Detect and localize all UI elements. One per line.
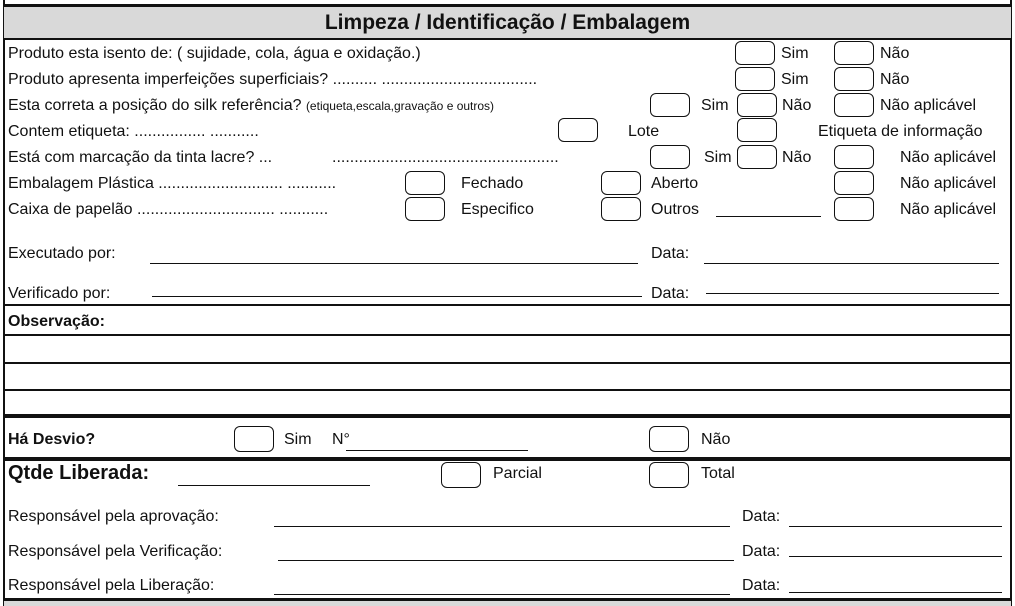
verificado-data-line[interactable] bbox=[706, 293, 999, 294]
row6-aberto-checkbox[interactable] bbox=[601, 171, 641, 195]
qtde-total-checkbox[interactable] bbox=[649, 462, 689, 488]
qtde-parcial-label: Parcial bbox=[493, 465, 542, 482]
row7-na-label: Não aplicável bbox=[900, 201, 997, 218]
resp-verificacao-data-label: Data: bbox=[742, 543, 781, 560]
row2-sim-checkbox[interactable] bbox=[735, 67, 775, 91]
row2-sim-label: Sim bbox=[781, 71, 809, 88]
row3-nao-checkbox[interactable] bbox=[737, 93, 777, 117]
desvio-nao-label: Não bbox=[701, 431, 731, 448]
row5-nao-checkbox[interactable] bbox=[737, 145, 777, 169]
executado-data-label: Data: bbox=[651, 245, 690, 262]
desvio-numero-line[interactable] bbox=[346, 450, 528, 451]
row5-question: Está com marcação da tinta lacre? ... bbox=[8, 149, 273, 166]
desvio-sim-checkbox[interactable] bbox=[234, 426, 274, 452]
row7-question: Caixa de papelão ............................... ........... bbox=[8, 201, 329, 218]
row7-especifico-checkbox[interactable] bbox=[405, 197, 445, 221]
verificado-label: Verificado por: bbox=[8, 285, 111, 302]
row4-lote-label: Lote bbox=[628, 123, 660, 140]
divider bbox=[4, 389, 1011, 391]
row7-outros-label: Outros bbox=[651, 201, 700, 218]
row7-outros-checkbox[interactable] bbox=[601, 197, 641, 221]
row3-na-label: Não aplicável bbox=[880, 97, 977, 114]
resp-aprovacao-label: Responsável pela aprovação: bbox=[8, 508, 219, 525]
resp-aprovacao-data-line[interactable] bbox=[789, 526, 1002, 527]
divider-thick bbox=[4, 457, 1011, 461]
row2-question: Produto apresenta imperfeições superficiais? .......... ................................... bbox=[8, 71, 538, 88]
row1-sim-checkbox[interactable] bbox=[735, 41, 775, 65]
row2-nao-label: Não bbox=[880, 71, 910, 88]
resp-verificacao-data-line[interactable] bbox=[789, 556, 1002, 557]
row4-info-checkbox[interactable] bbox=[737, 118, 777, 142]
desvio-sim-label: Sim bbox=[284, 431, 312, 448]
row5-nao-label: Não bbox=[782, 149, 812, 166]
observacao-label: Observação: bbox=[8, 313, 105, 330]
row4-question: Contem etiqueta: ................ ........... bbox=[8, 123, 259, 140]
row7-na-checkbox[interactable] bbox=[834, 197, 874, 221]
qtde-line[interactable] bbox=[178, 485, 370, 486]
row5-na-checkbox[interactable] bbox=[834, 145, 874, 169]
row3-sim-label: Sim bbox=[701, 97, 729, 114]
verificado-line[interactable] bbox=[152, 296, 642, 297]
qtde-label: Qtde Liberada: bbox=[8, 462, 150, 484]
verificado-data-label: Data: bbox=[651, 285, 690, 302]
row3-na-checkbox[interactable] bbox=[834, 93, 874, 117]
row3-nao-label: Não bbox=[782, 97, 812, 114]
row5-sim-label: Sim bbox=[704, 149, 732, 166]
row4-info-label: Etiqueta de informação bbox=[818, 123, 983, 140]
row6-question: Embalagem Plástica ............................ ........... bbox=[8, 175, 337, 192]
resp-liberacao-data-label: Data: bbox=[742, 577, 781, 594]
row3-question-text: Esta correta a posição do silk referência? bbox=[8, 97, 302, 114]
observacao-line-1[interactable] bbox=[4, 337, 1010, 362]
desvio-label: Há Desvio? bbox=[8, 431, 96, 448]
row7-outros-line[interactable] bbox=[716, 216, 821, 217]
observacao-line-2[interactable] bbox=[4, 365, 1010, 389]
desvio-numero-label: N° bbox=[332, 431, 350, 448]
resp-aprovacao-line[interactable] bbox=[274, 526, 730, 527]
row5-sim-checkbox[interactable] bbox=[650, 145, 690, 169]
row2-nao-checkbox[interactable] bbox=[834, 67, 874, 91]
executado-line[interactable] bbox=[150, 263, 638, 264]
right-border bbox=[1010, 0, 1012, 606]
section-title: Limpeza / Identificação / Embalagem bbox=[324, 11, 691, 34]
row6-na-label: Não aplicável bbox=[900, 175, 997, 192]
divider bbox=[4, 334, 1011, 336]
row1-nao-checkbox[interactable] bbox=[834, 41, 874, 65]
left-border bbox=[3, 0, 5, 606]
row7-especifico-label: Especifico bbox=[461, 201, 534, 218]
resp-liberacao-line[interactable] bbox=[274, 594, 730, 595]
next-section-header bbox=[4, 598, 1011, 606]
row1-question: Produto esta isento de: ( sujidade, cola, água e oxidação.) bbox=[8, 45, 421, 62]
resp-verificacao-label: Responsável pela Verificação: bbox=[8, 543, 223, 560]
resp-liberacao-data-line[interactable] bbox=[789, 592, 1002, 593]
executado-data-line[interactable] bbox=[704, 263, 999, 264]
row6-na-checkbox[interactable] bbox=[834, 171, 874, 195]
desvio-nao-checkbox[interactable] bbox=[649, 426, 689, 452]
divider-thick bbox=[4, 414, 1011, 418]
row6-fechado-label: Fechado bbox=[461, 175, 524, 192]
observacao-line-3[interactable] bbox=[4, 392, 1010, 414]
resp-liberacao-label: Responsável pela Liberação: bbox=[8, 577, 215, 594]
resp-verificacao-line[interactable] bbox=[278, 560, 734, 561]
row5-dots: ................................................... bbox=[332, 149, 559, 166]
qtde-total-label: Total bbox=[701, 465, 735, 482]
row6-aberto-label: Aberto bbox=[651, 175, 699, 192]
divider bbox=[4, 362, 1011, 364]
row4-lote-checkbox[interactable] bbox=[558, 118, 598, 142]
row6-fechado-checkbox[interactable] bbox=[405, 171, 445, 195]
resp-aprovacao-data-label: Data: bbox=[742, 508, 781, 525]
section-header bbox=[4, 4, 1011, 40]
row1-sim-label: Sim bbox=[781, 45, 809, 62]
qtde-parcial-checkbox[interactable] bbox=[441, 462, 481, 488]
row3-question-note: (etiqueta,escala,gravação e outros) bbox=[305, 99, 495, 113]
divider bbox=[4, 304, 1011, 306]
row5-na-label: Não aplicável bbox=[900, 149, 997, 166]
row3-question bbox=[8, 97, 494, 115]
row1-nao-label: Não bbox=[880, 45, 910, 62]
executado-label: Executado por: bbox=[8, 245, 116, 262]
row3-sim-checkbox[interactable] bbox=[650, 93, 690, 117]
